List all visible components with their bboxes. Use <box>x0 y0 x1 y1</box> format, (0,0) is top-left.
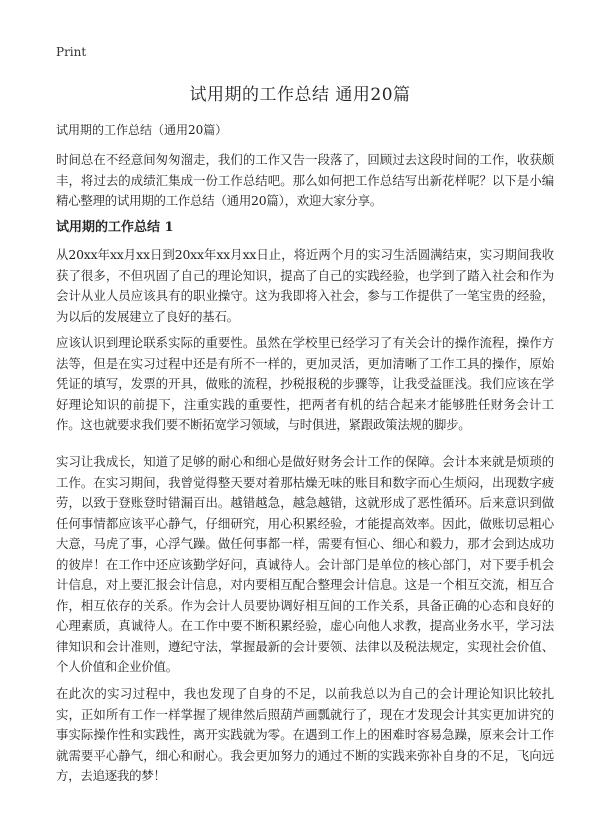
article-subtitle: 试用期的工作总结（通用20篇） <box>56 123 228 137</box>
body-paragraph: 从20xx年xx月xx日到20xx年xx月xx日止，将近两个月的实习生活圆满结束，实习期间我收获了很多，不但巩固了自己的理论知识，提高了自己的实践经验，也学到了踏入社会和作为会计从业人员应该具有的职业操守。这为我即将入社会，参与工作提供了一笔宝贵的经验，为以后的发展建立了良好的基石。 <box>56 247 554 324</box>
intro-paragraph: 时间总在不经意间匆匆溜走，我们的工作又告一段落了，回顾过去这段时间的工作，收获颇丰，将过去的成绩汇集成一份工作总结吧。那么如何把工作总结写出新花样呢？以下是小编精心整理的试用期的工作总结（通用20篇），欢迎大家分享。 <box>56 152 554 208</box>
body-paragraph: 在此次的实习过程中，我也发现了自身的不足，以前我总以为自己的会计理论知识比较扎实，正如所有工作一样掌握了规律然后照葫芦画瓢就行了，现在才发现会计其实更加讲究的事实际操作性和实践性，离开实践就为零。在遇到工作上的困难时容易急躁，原来会计工作就需要平心静气，细心和耐心。我会更加努力的通过不断的实践来弥补自身的不足，飞向远方，去追逐我的梦！ <box>56 686 554 783</box>
body-paragraph: 实习让我成长，知道了足够的耐心和细心是做好财务会计工作的保障。会计本来就是烦琐的工作。在实习期间，我曾觉得整天要对着那枯燥无味的账目和数字而心生烦闷，出现数字疲劳，以致于登账登时错漏百出。越错越急，越急越错，这就形成了恶性循环。后来意识到做任何事情都应该平心静气，仔细研究，用心积累经验，才能提高效率。因此，做账切忌粗心大意，马虎了事，心浮气躁。做任何事都一样，需要有恒心、细心和毅力，那才会到达成功的彼岸！在工作中还应该勤学好问，真诚待人。会计部门是单位的核心部门，对下要手机会计信息，对上要汇报会计信息，对内要相互配合整理会计信息。这是一个相互交流，相互合作，相互依存的关系。作为会计人员要协调好相互间的工作关系，具备正确的心态和良好的心理素质，真诚待人。在工作中要不断积累经验，虚心向他人求教，提高业务水平，学习法律知识和会计准则，遵纪守法，掌握最新的会计要领、法律以及税法规定，实现社会价值、个人价值和企业价值。 <box>56 454 554 674</box>
body-paragraph: 应该认识到理论联系实际的重要性。虽然在学校里已经学习了有关会计的操作流程，操作方法等，但是在实习过程中还是有所不一样的，更加灵活，更加清晰了工作工具的操作，原始凭证的填写，发票的开具，做账的流程，抄税报税的步骤等，让我受益匪浅。我们应该在学好理论知识的前提下，注重实践的重要性，把两者有机的结合起来才能够胜任财务会计工作。这也就要求我们要不断拓宽学习领域，与时俱进，紧跟政策法规的脚步。 <box>56 335 554 432</box>
page-title: 试用期的工作总结 通用20篇 <box>189 85 411 105</box>
section-heading: 试用期的工作总结 1 <box>56 220 174 235</box>
print-link[interactable]: Print <box>56 45 87 59</box>
